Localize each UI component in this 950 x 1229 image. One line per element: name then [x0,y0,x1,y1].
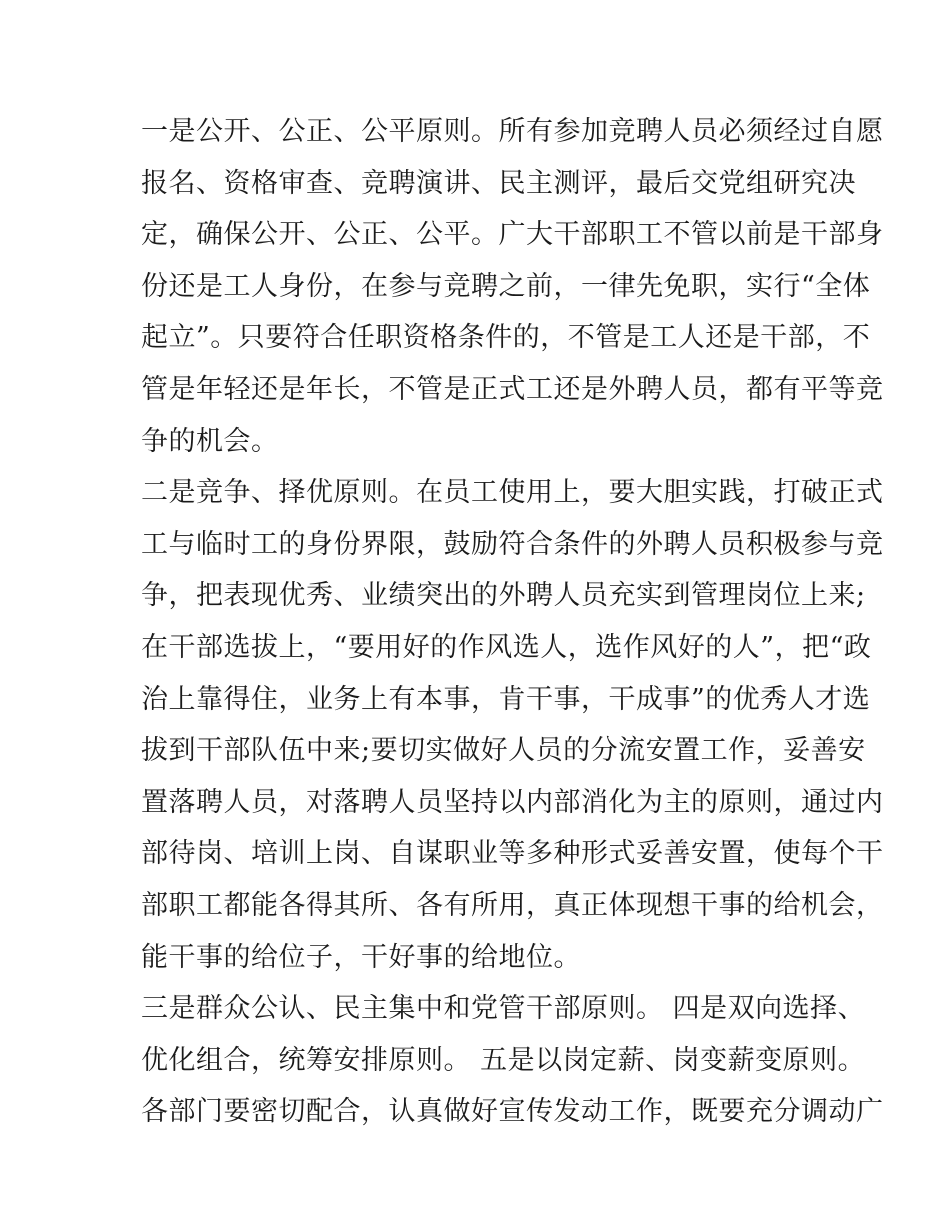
text-line: 报名、资格审查、竞聘演讲、民主测评，最后交党组研究决 [141,167,856,199]
text-line: 份还是工人身份，在参与竞聘之前，一律先免职，实行“全体 [141,270,871,302]
text-line: 工与临时工的身份界限，鼓励符合条件的外聘人员积极参与竞 [141,528,884,560]
text-line: 在干部选拔上，“要用好的作风选人，选作风好的人”，把“政 [141,631,872,663]
text-line: 治上靠得住，业务上有本事，肯干事，干成事”的优秀人才选 [141,683,871,715]
text-line: 定，确保公开、公正、公平。广大干部职工不管以前是干部身 [141,219,884,251]
text-line: 拔到干部队伍中来;要切实做好人员的分流安置工作，妥善安 [141,735,866,767]
text-line: 起立”。只要符合任职资格条件的，不管是工人还是干部，不 [141,322,871,354]
text-line: 管是年轻还是年长，不管是正式工还是外聘人员，都有平等竞 [141,373,884,405]
text-line: 争的机会。 [141,425,279,457]
text-line: 能干事的给位子，干好事的给地位。 [141,941,581,973]
text-line: 一是公开、公正、公平原则。所有参加竞聘人员必须经过自愿 [141,116,884,147]
text-line: 三是群众公认、民主集中和党管干部原则。 四是双向选择、 [141,993,866,1025]
text-line: 各部门要密切配合，认真做好宣传发动工作，既要充分调动广 [141,1096,884,1128]
text-line: 部职工都能各得其所、各有所用，真正体现想干事的给机会， [141,889,884,921]
text-line: 二是竞争、择优原则。在员工使用上，要大胆实践，打破正式 [141,477,884,509]
text-line: 置落聘人员，对落聘人员坚持以内部消化为主的原则，通过内 [141,786,884,818]
text-line: 争，把表现优秀、业绩突出的外聘人员充实到管理岗位上来; [141,580,866,612]
document-body [141,106,884,1138]
text-line: 优化组合，统筹安排原则。 五是以岗定薪、岗变薪变原则。 [141,1044,866,1076]
text-line: 部待岗、培训上岗、自谋职业等多种形式妥善安置，使每个干 [141,838,884,870]
